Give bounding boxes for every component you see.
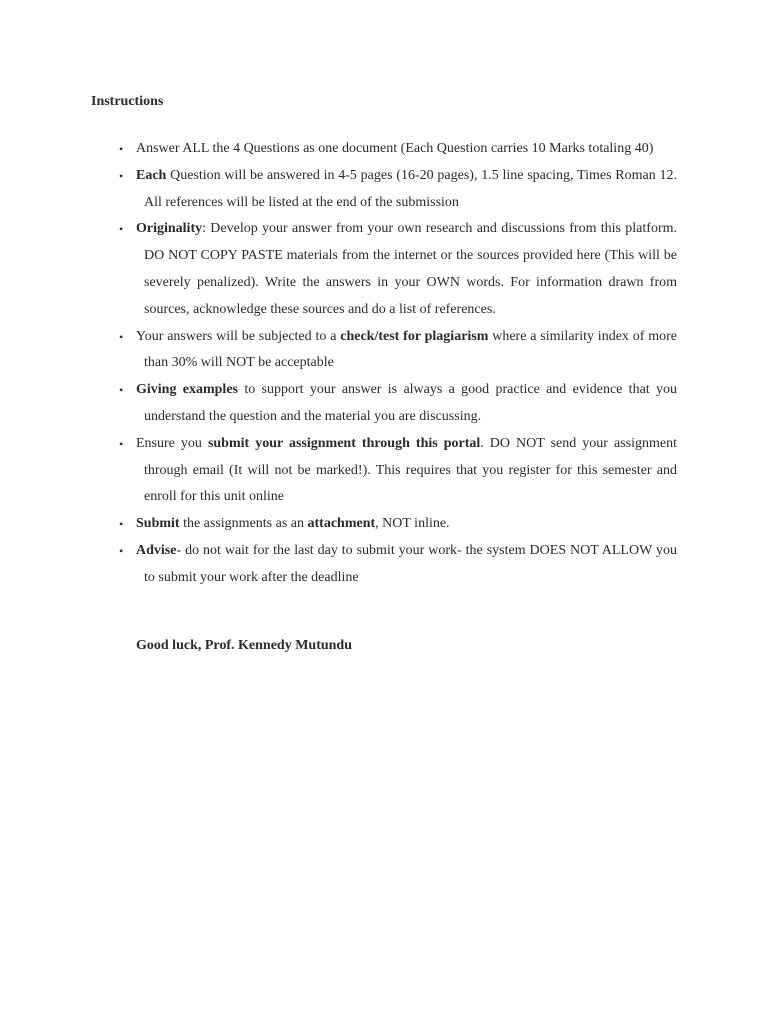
emphasis-text: Giving examples — [136, 382, 238, 398]
body-text: Your answers will be subjected to a — [136, 328, 341, 344]
bullet-icon: • — [119, 436, 124, 451]
emphasis-text: Advise — [136, 542, 177, 558]
signoff-line: Good luck, Prof. Kennedy Mutundu — [136, 638, 353, 653]
instruction-text — [136, 136, 677, 163]
instruction-text — [136, 538, 677, 592]
body-text: , NOT inline. — [375, 516, 450, 532]
emphasis-text: Each — [136, 167, 167, 183]
bullet-icon: • — [119, 222, 124, 237]
body-text: : Develop your answer from your own research and discussions from this platform. DO NOT COPY PASTE materials from the internet or the sources provided here (This will be severely penalized). Write the answers in your OWN words. For information drawn from sources, acknowledge these sources and do a list of references. — [144, 221, 677, 317]
instruction-item — [119, 431, 677, 511]
instructions-list — [119, 136, 677, 592]
instruction-text — [136, 377, 677, 431]
body-text: the assignments as an — [179, 516, 308, 532]
body-text: Answer ALL the 4 Questions as one document (Each Question carries 10 Marks totaling 40) — [136, 141, 654, 156]
bullet-icon: • — [119, 329, 124, 344]
bullet-icon: • — [119, 142, 124, 156]
instruction-item — [119, 163, 677, 217]
emphasis-text: attachment — [307, 516, 376, 532]
bullet-icon: • — [119, 383, 124, 398]
instruction-text — [136, 511, 677, 538]
instructions-heading: Instructions — [91, 94, 164, 109]
emphasis-text: Submit — [136, 516, 180, 532]
emphasis-text: check/test for plagiarism — [340, 328, 489, 344]
instruction-item — [119, 511, 677, 538]
instruction-text — [136, 431, 677, 511]
instruction-item — [119, 324, 677, 378]
body-text: Question will be answered in 4-5 pages (16-20 pages), 1.5 line spacing, Times Roman 12. All references will be listed at the end of the submission — [144, 167, 677, 210]
emphasis-text: submit your assignment through this portal — [207, 435, 481, 451]
emphasis-text: Originality — [136, 221, 203, 237]
bullet-icon: • — [119, 168, 124, 183]
instruction-item — [119, 377, 677, 431]
bullet-icon: • — [119, 543, 124, 558]
instruction-item — [119, 216, 677, 323]
body-text: where a similarity index of more than 30% will NOT be acceptable — [144, 328, 677, 371]
body-text: . DO NOT send your assignment through email (It will not be marked!). This requires that you register for this semester and enroll for this unit online — [144, 435, 677, 505]
instruction-item — [119, 538, 677, 592]
body-text: - do not wait for the last day to submit your work- the system DOES NOT ALLOW you to submit your work after the deadline — [144, 542, 677, 585]
instruction-text — [136, 216, 677, 323]
body-text: to support your answer is always a good practice and evidence that you understand the question and the material you are discussing. — [144, 382, 677, 424]
body-text: Ensure you — [136, 435, 208, 451]
bullet-icon: • — [119, 517, 124, 532]
instruction-text — [136, 163, 677, 217]
instruction-item — [119, 136, 677, 163]
instruction-text — [136, 324, 677, 378]
